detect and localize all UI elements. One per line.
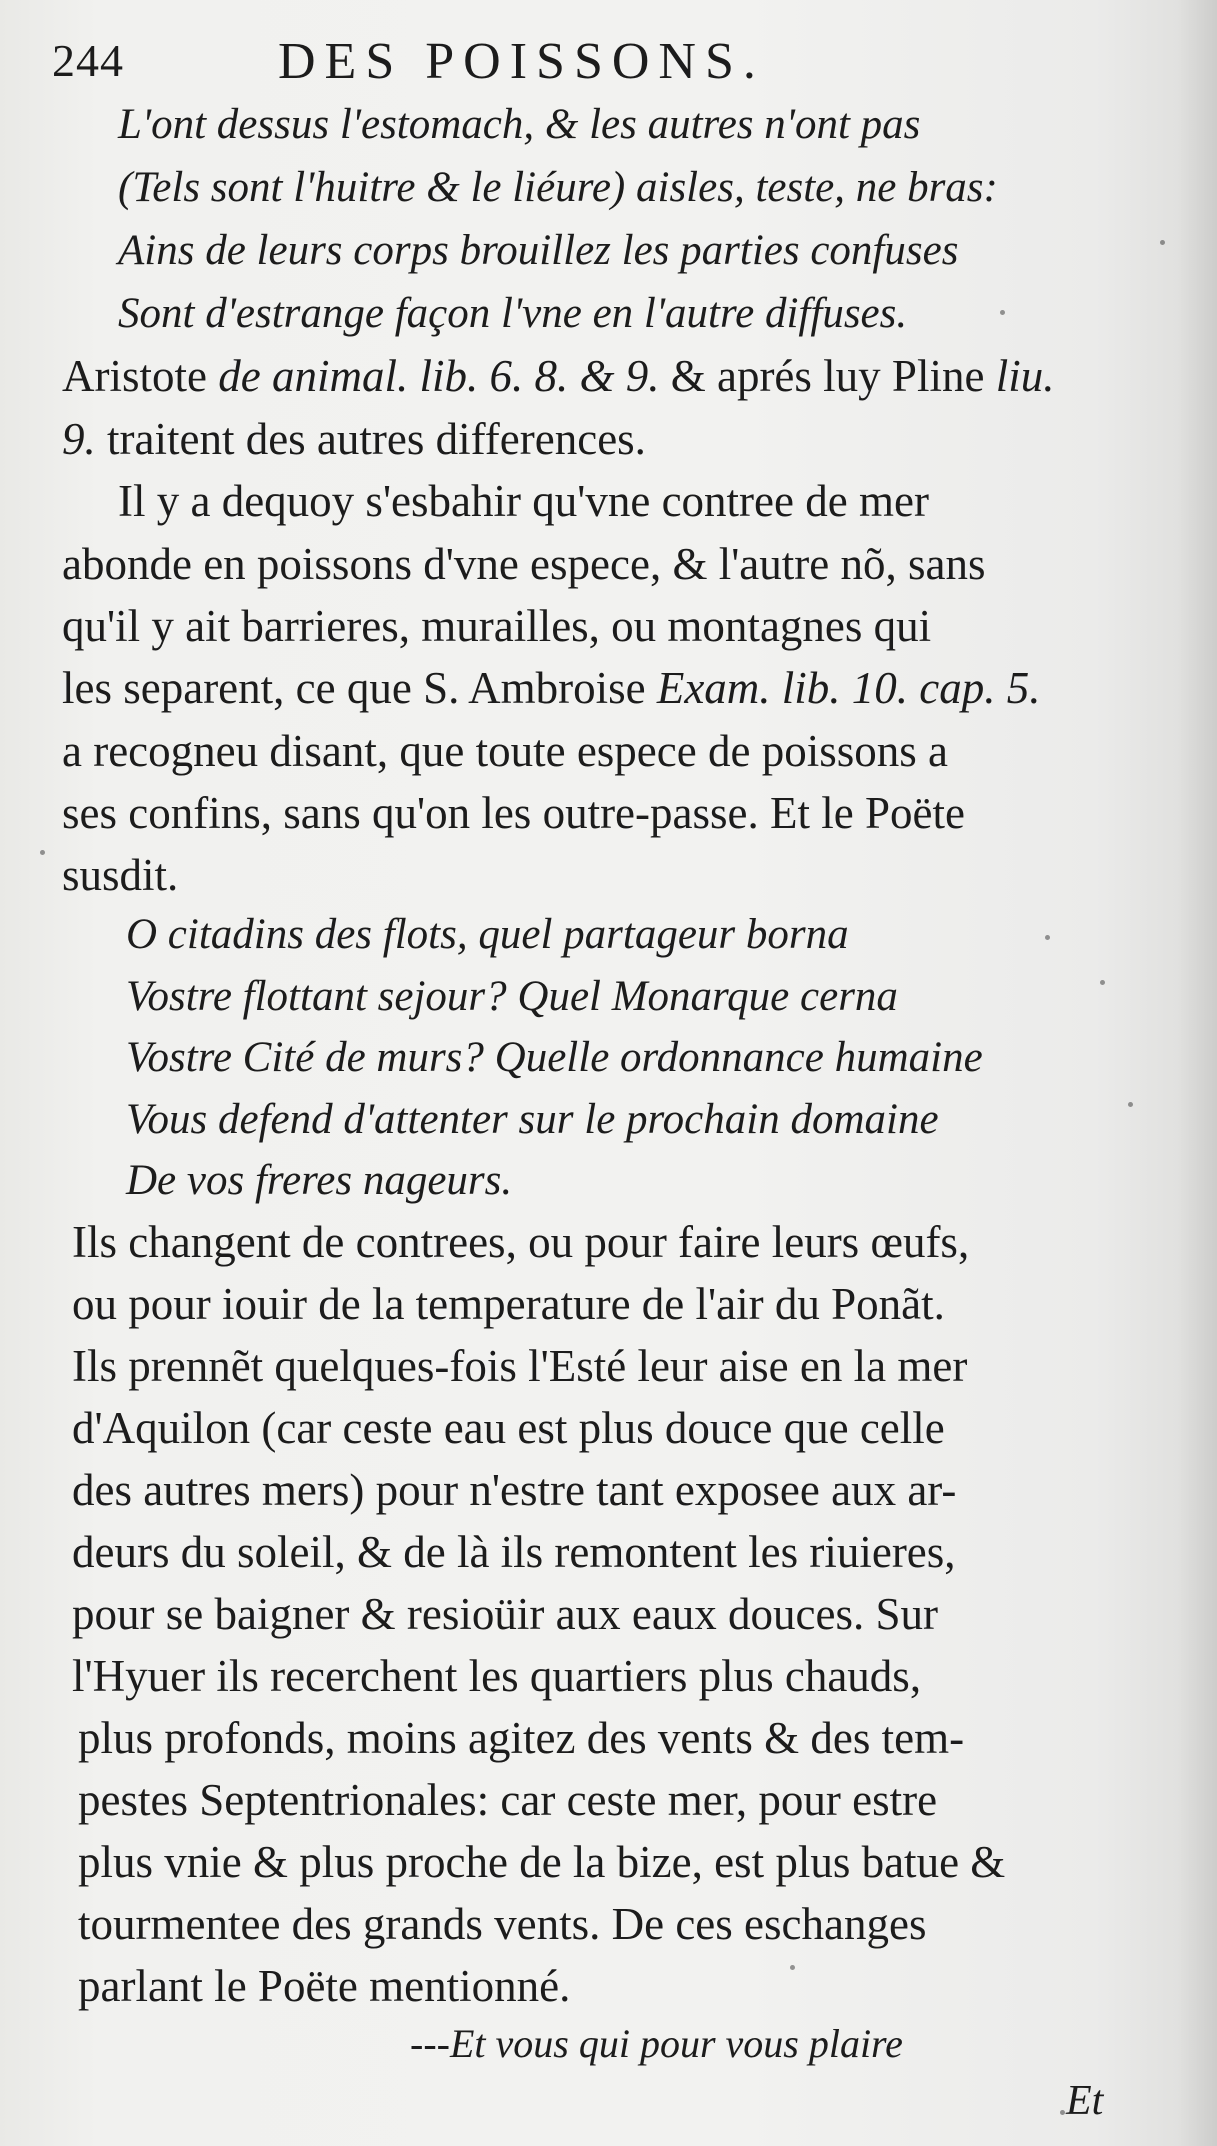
line-segment: plus vnie & plus proche de la bize, est plus batue & — [78, 1837, 1006, 1887]
line-segment: susdit. — [62, 850, 179, 900]
line-segment: Aristote — [62, 351, 219, 401]
text-line — [118, 476, 929, 526]
line-segment: ---Et vous qui pour vous plaire — [410, 2021, 903, 2066]
line-segment: des autres mers) pour n'estre tant exposee aux ar- — [72, 1465, 957, 1515]
text-line — [118, 292, 907, 335]
ink-speck — [1000, 310, 1005, 315]
line-segment: L'ont dessus l'estomach, & les autres n'ont pas — [118, 101, 921, 148]
text-line — [72, 1403, 945, 1453]
text-line — [118, 103, 920, 146]
text-line — [78, 1837, 1006, 1887]
line-segment: abonde en poissons d'vne espece, & l'autre nõ, sans — [62, 539, 986, 589]
ink-speck — [1060, 2110, 1065, 2115]
text-line — [62, 663, 1041, 713]
ink-speck — [1100, 980, 1105, 985]
citation: liu. — [995, 351, 1055, 401]
catchword-text: Et — [1066, 2078, 1104, 2124]
catchword — [1066, 2080, 1103, 2122]
line-segment: Sont d'estrange façon l'vne en l'autre diffuses. — [118, 290, 908, 337]
ink-speck — [1045, 935, 1050, 940]
text-line — [62, 601, 932, 651]
text-line — [62, 726, 948, 776]
line-segment: a recogneu disant, que toute espece de poissons a — [62, 726, 948, 776]
text-line — [62, 850, 179, 900]
line-segment: Ils changent de contrees, ou pour faire leurs œufs, — [72, 1217, 970, 1267]
text-line — [78, 1899, 927, 1949]
text-line — [72, 1341, 968, 1391]
text-line — [118, 166, 998, 209]
text-line — [72, 1465, 957, 1515]
line-segment: (Tels sont l'huitre & le liéure) aisles, teste, ne bras: — [118, 164, 998, 211]
line-segment: qu'il y ait barrieres, murailles, ou montagnes qui — [62, 601, 932, 651]
text-line — [118, 229, 958, 272]
line-segment: Ils prennẽt quelques-fois l'Esté leur aise en la mer — [72, 1341, 968, 1391]
ink-speck — [1160, 240, 1165, 245]
text-line — [62, 414, 646, 464]
line-segment: pestes Septentrionales: car ceste mer, pour estre — [78, 1775, 938, 1825]
text-line — [78, 1713, 965, 1763]
line-segment: O citadins des flots, quel partageur borna — [126, 911, 849, 958]
text-line — [78, 1961, 571, 2011]
line-segment: Vostre Cité de murs? Quelle ordonnance humaine — [126, 1034, 983, 1081]
text-line — [126, 1098, 939, 1141]
text-line — [126, 1036, 983, 1079]
citation: 9. — [62, 414, 96, 464]
text-line — [62, 351, 1055, 401]
line-segment: l'Hyuer ils recerchent les quartiers plus chauds, — [72, 1651, 922, 1701]
text-line — [72, 1527, 956, 1577]
text-line — [72, 1279, 945, 1329]
text-line — [72, 1217, 970, 1267]
text-line — [126, 975, 898, 1018]
line-segment: deurs du soleil, & de là ils remontent les riuieres, — [72, 1527, 956, 1577]
text-line — [72, 1651, 922, 1701]
line-segment: Vous defend d'attenter sur le prochain domaine — [126, 1096, 939, 1143]
citation: de animal. lib. 6. 8. & 9. — [218, 351, 660, 401]
citation: Exam. lib. 10. cap. 5. — [656, 663, 1041, 713]
ink-speck — [40, 850, 45, 855]
line-segment: De vos freres nageurs. — [126, 1157, 513, 1204]
line-segment: pour se baigner & resioüir aux eaux douces. Sur — [72, 1589, 939, 1639]
page-header — [52, 28, 932, 98]
line-segment: traitent des autres differences. — [95, 414, 646, 464]
line-segment: & aprés luy Pline — [659, 351, 996, 401]
ink-speck — [790, 1965, 795, 1970]
line-segment: plus profonds, moins agitez des vents & des tem- — [78, 1713, 965, 1763]
page-number: 244 — [52, 35, 124, 86]
ink-speck — [1128, 1102, 1133, 1107]
line-segment: Vostre flottant sejour? Quel Monarque cerna — [126, 973, 898, 1020]
line-segment: parlant le Poëte mentionné. — [78, 1961, 571, 2011]
line-segment: ou pour iouir de la temperature de l'air du Ponãt. — [72, 1279, 945, 1329]
text-line — [126, 913, 849, 956]
text-line — [62, 788, 965, 838]
text-line — [62, 539, 986, 589]
text-line — [72, 1589, 939, 1639]
line-segment: Ains de leurs corps brouillez les parties confuses — [118, 227, 959, 274]
text-line — [410, 2021, 903, 2066]
text-line — [78, 1775, 938, 1825]
running-title: DES POISSONS. — [278, 33, 765, 90]
line-segment: Il y a dequoy s'esbahir qu'vne contree de mer — [118, 476, 929, 526]
line-segment: d'Aquilon (car ceste eau est plus douce que celle — [72, 1403, 945, 1453]
line-segment: tourmentee des grands vents. De ces eschanges — [78, 1899, 927, 1949]
line-segment: les separent, ce que S. Ambroise — [62, 663, 657, 713]
text-line — [126, 1159, 512, 1202]
line-segment: ses confins, sans qu'on les outre-passe. Et le Poëte — [62, 788, 965, 838]
page-edge-shadow — [1177, 0, 1217, 2146]
